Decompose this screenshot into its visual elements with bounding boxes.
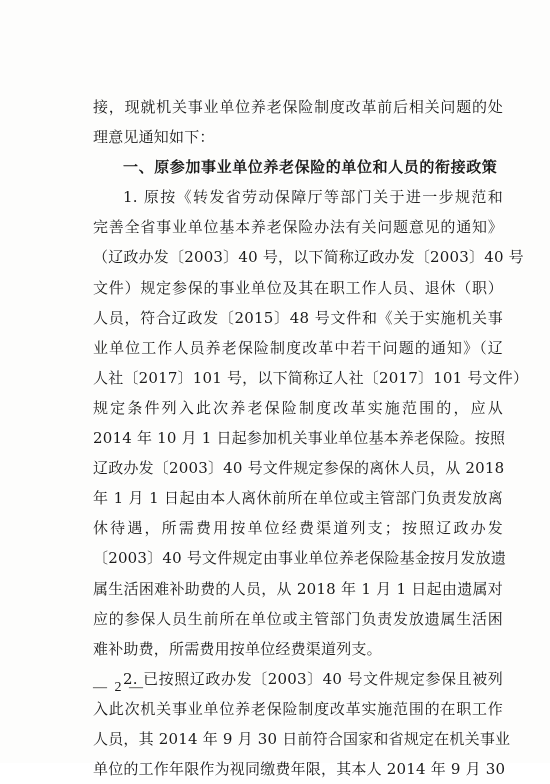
paragraph-line: 人员，其 2014 年 9 月 30 日前符合国家和省规定在机关事业 [93, 729, 511, 748]
paragraph-line: 应的参保人员生前所在单位或主管部门负责发放遗属生活困 [93, 609, 503, 628]
paragraph-line: 人社〔2017〕101 号，以下简称辽人社〔2017〕101 号文件） [93, 368, 529, 387]
paragraph-line: 〔2003〕40 号文件规定由事业单位养老保险基金按月发放遗 [93, 549, 507, 568]
paragraph-line: 2. 已按照辽政办发〔2003〕40 号文件规定参保且被列 [123, 669, 503, 688]
paragraph-line: 属生活困难补助费的人员，从 2018 年 1 月 1 日起由遗属对 [93, 579, 503, 598]
paragraph-line: 1. 原按《转发省劳动保障厅等部门关于进一步规范和 [123, 188, 503, 207]
paragraph-line: （辽政办发〔2003〕40 号，以下简称辽政办发〔2003〕40 号 [93, 248, 524, 267]
paragraph-line: 单位的工作年限作为视同缴费年限，其本人 2014 年 9 月 30 [93, 760, 506, 779]
paragraph-line: 完善全省事业单位基本养老保险办法有关问题意见的通知》 [93, 218, 503, 237]
paragraph-line: 难补助费，所需费用按单位经费渠道列支。 [93, 639, 382, 658]
paragraph-line: 人员，符合辽政发〔2015〕48 号文件和《关于实施机关事 [93, 308, 503, 327]
section-heading: 一、原参加事业单位养老保险的单位和人员的衔接政策 [123, 158, 498, 177]
paragraph-line: 规定条件列入此次养老保险制度改革实施范围的，应从 [93, 398, 503, 417]
paragraph-line: 业单位工作人员养老保险制度改革中若干问题的通知》（辽 [93, 338, 503, 357]
paragraph-line: 年 1 月 1 日起由本人离休前所在单位或主管部门负责发放离 [93, 489, 503, 508]
paragraph-line: 文件）规定参保的事业单位及其在职工作人员、退休（职） [93, 278, 503, 297]
document-body [93, 92, 529, 784]
text-line: 接，现就机关事业单位养老保险制度改革前后相关问题的处 [93, 98, 503, 116]
text-line: 理意见通知如下： [93, 128, 215, 147]
paragraph-line: 2014 年 10 月 1 日起参加机关事业单位基本养老保险。按照 [93, 429, 506, 448]
paragraph-line: 休待遇，所需费用按单位经费渠道列支；按照辽政办发 [93, 519, 503, 538]
paragraph-line: 辽政办发〔2003〕40 号文件规定参保的离休人员，从 2018 [93, 459, 505, 478]
page-number: — 2 — [93, 680, 145, 695]
paragraph-line: 入此次机关事业单位养老保险制度改革实施范围的在职工作 [93, 699, 503, 718]
